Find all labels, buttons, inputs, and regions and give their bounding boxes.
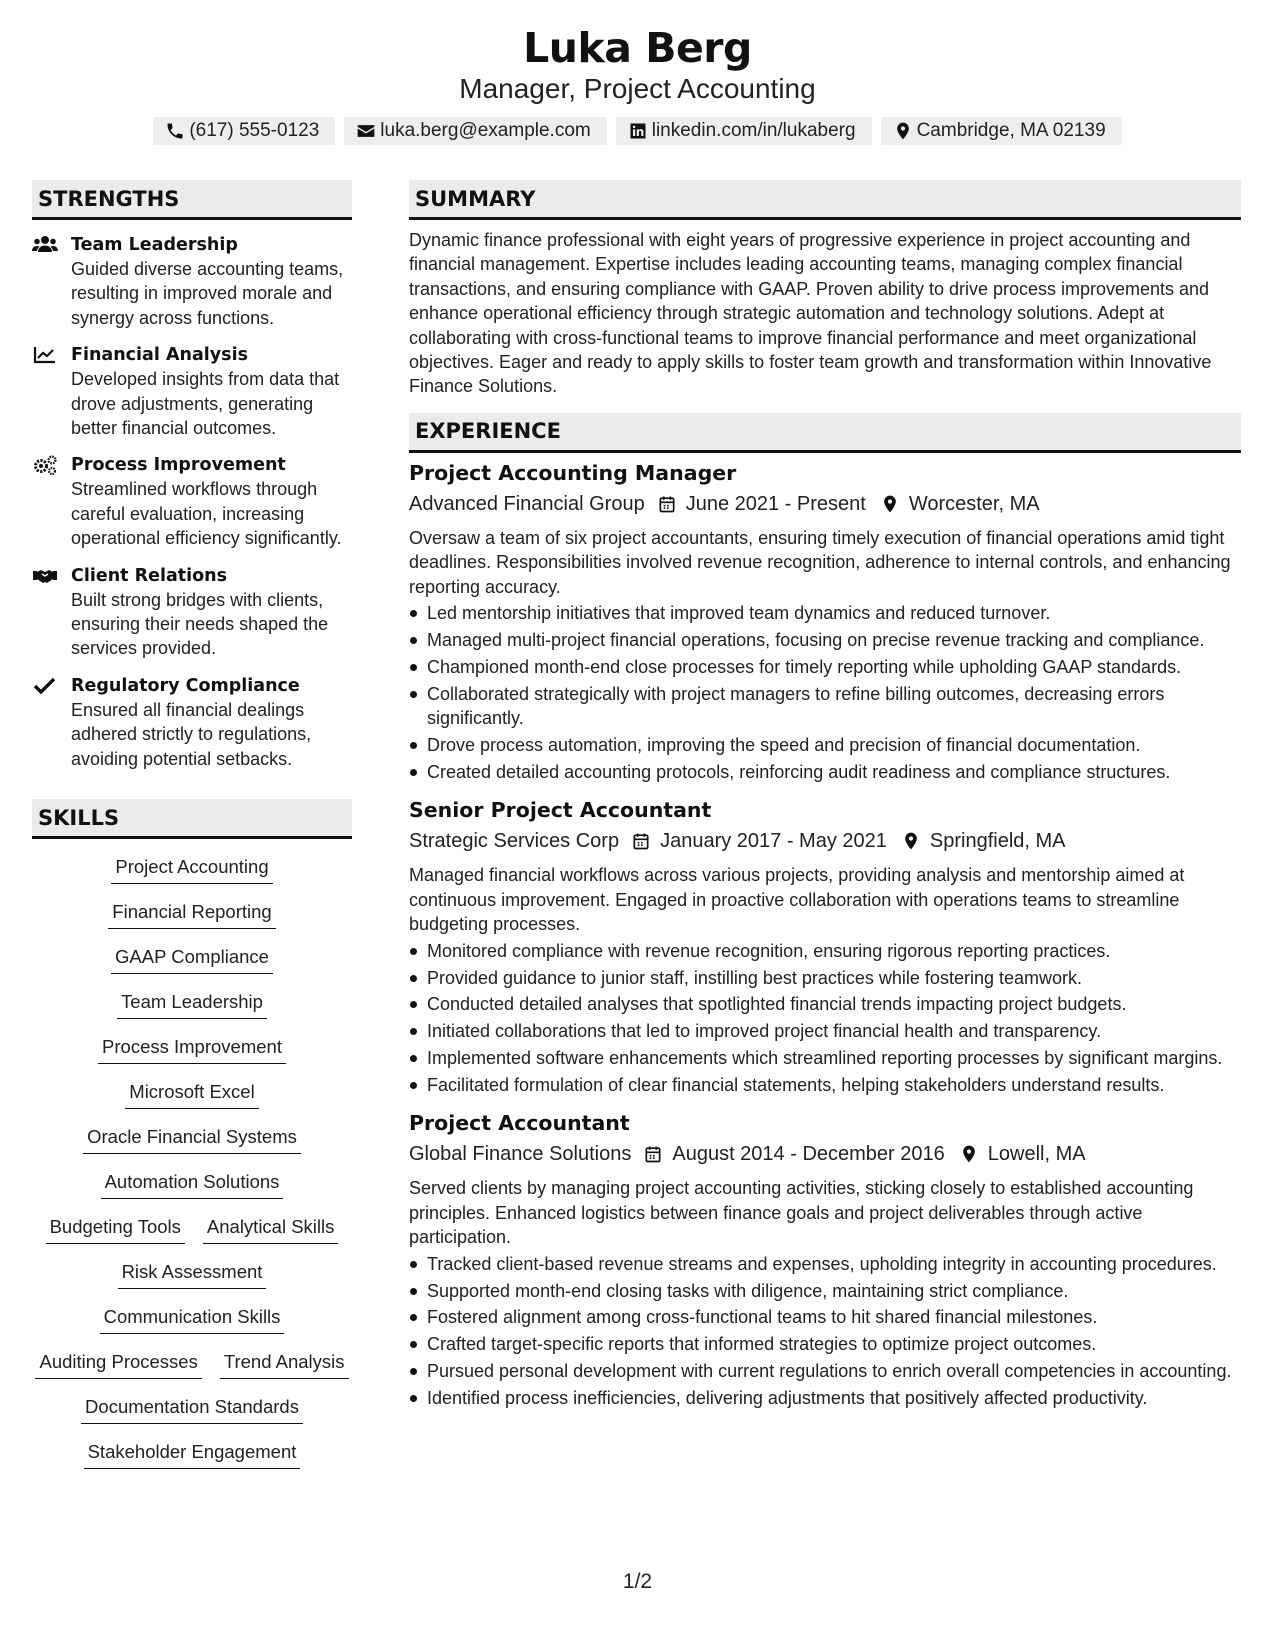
- strength-title: Regulatory Compliance: [71, 675, 300, 696]
- skills-list: [32, 854, 352, 1484]
- job-entry: [409, 1109, 1241, 1410]
- calendar-icon: [631, 831, 651, 851]
- skill-tag: GAAP Compliance: [111, 944, 273, 974]
- job-entry: [409, 459, 1241, 784]
- contact-location-text: Cambridge, MA 02139: [916, 120, 1106, 141]
- job-bullets: [409, 939, 1241, 1097]
- strength-title: Team Leadership: [71, 235, 238, 255]
- skill-row: [32, 1394, 352, 1439]
- page-number: 1/2: [622, 1570, 653, 1593]
- skill-tag: Communication Skills: [100, 1304, 285, 1334]
- contact-location: [881, 117, 1122, 145]
- strength-item: [32, 453, 352, 550]
- calendar-icon: [643, 1144, 663, 1164]
- strength-item: [32, 343, 352, 440]
- skill-row: [32, 1259, 352, 1304]
- skills-heading: SKILLS: [32, 799, 352, 839]
- skill-row: [32, 944, 352, 989]
- job-meta: [409, 1139, 1241, 1169]
- linkedin-icon: [628, 121, 648, 141]
- users-icon: [32, 234, 58, 256]
- job-bullet: Pursued personal development with current regulations to enrich overall competencies in accounting.: [409, 1359, 1241, 1383]
- phone-icon: [165, 121, 185, 141]
- skill-tag: Project Accounting: [111, 854, 272, 884]
- strengths-heading: STRENGTHS: [32, 180, 352, 220]
- contact-bar: [0, 117, 1275, 145]
- strength-desc: Guided diverse accounting teams, resulting in improved morale and synergy across functions.: [71, 259, 344, 328]
- handshake-icon: [32, 565, 58, 587]
- job-bullet: Tracked client-based revenue streams and expenses, upholding integrity in accounting procedures.: [409, 1252, 1241, 1276]
- job-meta: [409, 826, 1241, 856]
- job-bullet: Drove process automation, improving the speed and precision of financial documentation.: [409, 733, 1241, 757]
- skill-tag: Risk Assessment: [118, 1259, 267, 1289]
- map-pin-icon: [880, 494, 900, 514]
- map-pin-icon: [901, 831, 921, 851]
- experience-list: [409, 459, 1241, 1410]
- contact-phone: [153, 117, 335, 145]
- map-pin-icon: [959, 1144, 979, 1164]
- strength-title: Client Relations: [71, 565, 228, 586]
- skill-tag: Stakeholder Engagement: [84, 1439, 301, 1469]
- job-dates: June 2021 - Present: [685, 492, 866, 515]
- job-bullet: Facilitated formulation of clear financial statements, helping stakeholders understand results.: [409, 1073, 1241, 1097]
- contact-phone-text: (617) 555-0123: [189, 120, 320, 141]
- job-bullet: Identified process inefficiencies, delivering adjustments that positively affected productivity.: [409, 1386, 1241, 1410]
- strength-title: Financial Analysis: [71, 345, 248, 366]
- right-column: [409, 180, 1241, 1410]
- strength-desc: Developed insights from data that drove adjustments, generating better financial outcomes.: [71, 369, 340, 439]
- check-icon: [32, 675, 58, 697]
- job-title: Project Accounting Manager: [409, 460, 737, 485]
- candidate-name: Luka Berg: [523, 24, 752, 72]
- skill-row: [32, 899, 352, 944]
- job-bullet: Collaborated strategically with project managers to refine billing outcomes, decreasing errors significantly.: [409, 682, 1241, 731]
- job-location: Springfield, MA: [929, 830, 1066, 853]
- skill-row: [32, 1124, 352, 1169]
- strength-item: [32, 564, 352, 661]
- skill-row: [32, 989, 352, 1034]
- left-column: [32, 180, 352, 1484]
- gears-icon: [32, 454, 58, 476]
- skill-row: [32, 1349, 352, 1394]
- skill-tag: Automation Solutions: [101, 1169, 284, 1199]
- job-title: Senior Project Accountant: [409, 798, 712, 823]
- summary-heading: SUMMARY: [409, 180, 1241, 220]
- job-bullet: Monitored compliance with revenue recognition, ensuring rigorous reporting practices.: [409, 939, 1241, 963]
- chart-line-icon: [32, 344, 58, 366]
- strength-desc: Ensured all financial dealings adhered strictly to regulations, avoiding potential setbacks.: [71, 699, 312, 769]
- candidate-title: Manager, Project Accounting: [459, 73, 816, 104]
- job-bullet: Supported month-end closing tasks with diligence, maintaining strict compliance.: [409, 1279, 1241, 1303]
- job-bullets: [409, 601, 1241, 784]
- job-bullet: Implemented software enhancements which streamlined reporting processes by significant margins.: [409, 1046, 1241, 1070]
- job-bullet: Led mentorship initiatives that improved team dynamics and reduced turnover.: [409, 601, 1241, 625]
- skill-row: [32, 1304, 352, 1349]
- skill-tag: Trend Analysis: [220, 1349, 349, 1379]
- skill-tag: Analytical Skills: [203, 1214, 339, 1244]
- map-pin-icon: [893, 121, 913, 141]
- skill-row: [32, 1079, 352, 1124]
- job-bullet: Created detailed accounting protocols, reinforcing audit readiness and compliance structures.: [409, 760, 1241, 784]
- job-entry: [409, 796, 1241, 1097]
- strength-item: [32, 674, 352, 771]
- skill-tag: Oracle Financial Systems: [83, 1124, 301, 1154]
- job-bullets: [409, 1252, 1241, 1410]
- skill-tag: Financial Reporting: [108, 899, 275, 929]
- summary-text: Dynamic finance professional with eight years of progressive experience in project accounting and financial management. Expertise includes leading accounting teams, managing complex financial transactions, and ensuring compliance with GAAP. Proven ability to drive process improvements and enhance operational efficiency through strategic automation and technology solutions. Adept at collaborating with cross-functional teams to improve financial performance and meet organizational objectives. Eager and ready to apply skills to foster team growth and transformation within Innovative Finance Solutions.: [409, 230, 1212, 397]
- job-meta: [409, 489, 1241, 519]
- skill-tag: Documentation Standards: [81, 1394, 303, 1424]
- strength-title: Process Improvement: [71, 455, 286, 476]
- job-bullet: Fostered alignment among cross-functional teams to hit shared financial milestones.: [409, 1305, 1241, 1329]
- experience-heading: EXPERIENCE: [409, 413, 1241, 453]
- job-company: Advanced Financial Group: [409, 492, 645, 515]
- job-bullet: Managed multi-project financial operations, focusing on precise revenue tracking and compliance.: [409, 628, 1241, 652]
- job-bullet: Provided guidance to junior staff, instilling best practices while fostering teamwork.: [409, 966, 1241, 990]
- job-description: Managed financial workflows across various projects, providing analysis and mentorship aimed at continuous improvement. Engaged in proactive collaboration with operations teams to streamline budgeting processes.: [409, 865, 1185, 935]
- contact-email[interactable]: [344, 117, 606, 145]
- skill-tag: Microsoft Excel: [125, 1079, 258, 1109]
- job-description: Oversaw a team of six project accountants, ensuring timely execution of financial operations amid tight deadlines. Responsibilities involved revenue recognition, adherence to internal controls, and enhancing reporting accuracy.: [409, 527, 1231, 597]
- skill-row: [32, 1034, 352, 1079]
- job-bullet: Crafted target-specific reports that informed strategies to optimize project outcomes.: [409, 1332, 1241, 1356]
- skill-tag: Team Leadership: [117, 989, 267, 1019]
- job-bullet: Initiated collaborations that led to improved project financial health and transparency.: [409, 1019, 1241, 1043]
- job-location: Lowell, MA: [987, 1143, 1086, 1166]
- contact-linkedin-text[interactable]: linkedin.com/in/lukaberg: [651, 120, 856, 141]
- skill-row: [32, 1214, 352, 1259]
- job-bullet: Championed month-end close processes for timely reporting while upholding GAAP standards.: [409, 655, 1241, 679]
- job-dates: January 2017 - May 2021: [660, 830, 887, 853]
- resume-header: [0, 22, 1275, 145]
- envelope-icon: [356, 121, 376, 141]
- job-dates: August 2014 - December 2016: [672, 1143, 945, 1166]
- contact-linkedin[interactable]: [616, 117, 872, 145]
- strength-desc: Streamlined workflows through careful evaluation, increasing operational efficiency significantly.: [71, 479, 342, 549]
- skill-tag: Process Improvement: [98, 1034, 286, 1064]
- job-company: Global Finance Solutions: [409, 1143, 632, 1166]
- skill-row: [32, 1169, 352, 1214]
- job-bullet: Conducted detailed analyses that spotlighted financial trends impacting project budgets.: [409, 992, 1241, 1016]
- strength-item: [32, 233, 352, 330]
- job-description: Served clients by managing project accounting activities, sticking closely to established accounting principles. Enhanced logistics between finance goals and project deliverables through active participation.: [409, 1178, 1194, 1248]
- strength-desc: Built strong bridges with clients, ensuring their needs shaped the services provided.: [71, 589, 329, 659]
- skill-row: [32, 1439, 352, 1484]
- skill-tag: Budgeting Tools: [46, 1214, 185, 1244]
- calendar-icon: [657, 494, 677, 514]
- job-company: Strategic Services Corp: [409, 830, 620, 853]
- contact-email-text[interactable]: luka.berg@example.com: [380, 120, 591, 141]
- job-location: Worcester, MA: [908, 492, 1040, 515]
- skill-row: [32, 854, 352, 899]
- skill-tag: Auditing Processes: [35, 1349, 201, 1379]
- job-title: Project Accountant: [409, 1111, 630, 1136]
